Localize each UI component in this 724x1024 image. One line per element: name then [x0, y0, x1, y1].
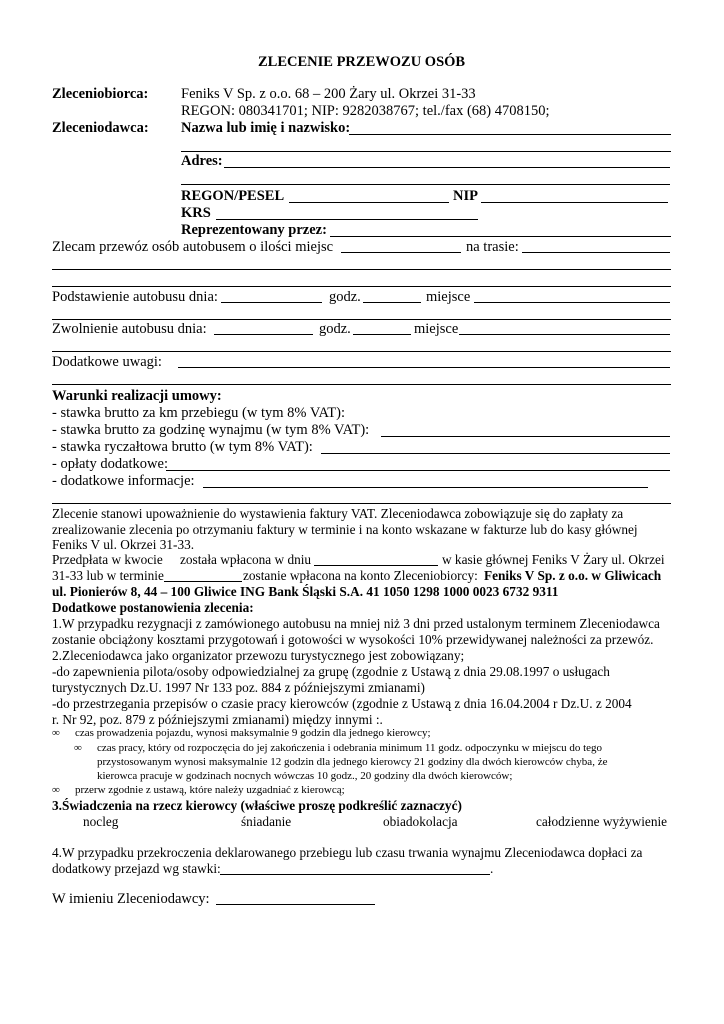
client-nip-field[interactable] [481, 202, 668, 203]
prepayment-text: Przedpłata w kwocie [52, 552, 163, 567]
release-time-field[interactable] [353, 334, 411, 335]
signature-label: W imieniu Zleceniodawcy: [52, 891, 210, 907]
order-route-label: na trasie: [466, 239, 519, 255]
benefit-option-full-board[interactable]: całodzienne wyżywienie [536, 814, 668, 829]
condition-item: - stawka brutto za km przebiegu (w tym 8% VAT): [52, 405, 346, 421]
condition-item: - dodatkowe informacje: [52, 473, 195, 489]
provision-text: r. Nr 92, poz. 879 z późniejszymi zmianami) między innymi :. [52, 712, 383, 727]
benefit-option-breakfast[interactable]: śniadanie [241, 814, 292, 829]
client-nip-label: NIP [453, 188, 478, 204]
sub-provision-text: czas prowadzenia pojazdu, wynosi maksymalnie 9 godzin dla jednego kierowcy; [75, 727, 431, 739]
contractor-address: Feniks V Sp. z o.o. 68 – 200 Żary ul. Okrzei 31-33 [181, 86, 476, 102]
client-rep-field[interactable] [330, 236, 671, 237]
benefit-option-dinner[interactable]: obiadokolacja [383, 814, 458, 829]
sub-provision-text: przerw zgodnie z ustawą, które należy uzgadniać z kierowcą; [75, 784, 345, 796]
invoice-text: Zlecenie stanowi upoważnienie do wystawienia faktury VAT. Zleceniodawca zobowiązuje się do zapłaty za [52, 506, 624, 521]
condition-item: - stawka brutto za godzinę wynajmu (w tym 8% VAT): [52, 422, 370, 438]
order-seats-label: Zlecam przewóz osób autobusem o ilości miejsc [52, 239, 334, 255]
flat-rate-field[interactable] [321, 453, 670, 454]
client-regon-label: REGON/PESEL [181, 188, 285, 204]
invoice-text: zrealizowanie zlecenia po otrzymaniu faktury w terminie i na konto wskazane w fakturze lub do kasy głównej [52, 522, 638, 537]
client-address-label: Adres: [181, 153, 223, 169]
prepayment-date-field[interactable] [314, 565, 438, 566]
condition-item: - stawka ryczałtowa brutto (w tym 8% VAT): [52, 439, 313, 455]
driver-benefits-heading: 3.Świadczenia na rzecz kierowcy (właściwe proszę podkreślić zaznaczyć) [52, 798, 462, 813]
client-krs-label: KRS [181, 205, 211, 221]
release-field-2[interactable] [52, 351, 671, 352]
release-time-label: godz. [319, 321, 351, 337]
remarks-label: Dodatkowe uwagi: [52, 354, 162, 370]
release-place-field[interactable] [459, 334, 670, 335]
client-name-field-2[interactable] [181, 151, 671, 152]
provision-text: zostanie obciążony kosztami przygotowań i gotowości w wysokości 10% przewidywanej należności za przewóz. [52, 632, 654, 647]
pickup-label: Podstawienie autobusu dnia: [52, 289, 218, 305]
sub-provision-text: przystosowanym wynosi maksymalnie 12 godzin dla jednego kierowcy 21 godziny dla dwóch kierowców chyba, że [97, 756, 608, 768]
client-label: Zleceniodawca: [52, 120, 149, 136]
route-field-2[interactable] [52, 269, 671, 270]
provision-text: 4.W przypadku przekroczenia deklarowanego przebiegu lub czasu trwania wynajmu Zleceniodawca dopłaci za [52, 845, 643, 860]
provision-text: -do przestrzegania przepisów o czasie pracy kierowców (zgodnie z Ustawą z dnia 16.04.2004 r Dz.U. z 2004 [52, 696, 632, 711]
prepayment-text: 31-33 lub w terminie [52, 568, 164, 583]
client-rep-label: Reprezentowany przez: [181, 222, 327, 238]
route-field-3[interactable] [52, 286, 671, 287]
provision-text: 2.Zleceniodawca jako organizator przewozu turystycznego jest zobowiązany; [52, 648, 465, 663]
client-regon-field[interactable] [289, 202, 449, 203]
pickup-place-label: miejsce [426, 289, 471, 305]
sub-provision-text: czas pracy, który od rozpoczęcia do jej zakończenia i odebrania minimum 11 godz. odpoczynku w miejscu do tego [97, 742, 603, 754]
conditions-heading: Warunki realizacji umowy: [52, 388, 222, 404]
sub-provision-text: kierowca pracuje w godzinach nocnych wówczas 10 godz., 20 godziny dla dwóch kierowców; [97, 770, 513, 782]
contractor-ids: REGON: 080341701; NIP: 9282038767; tel./fax (68) 4708150; [181, 103, 550, 119]
provision-text: dodatkowy przejazd wg stawki: [52, 861, 221, 876]
period-mark: . [490, 861, 494, 876]
pickup-field-2[interactable] [52, 319, 671, 320]
client-name-field[interactable] [349, 134, 671, 135]
extra-info-field-2[interactable] [52, 503, 671, 504]
infinity-bullet-icon: ∞ [52, 727, 60, 739]
infinity-bullet-icon: ∞ [52, 784, 60, 796]
pickup-time-label: godz. [329, 289, 361, 305]
extra-fees-field[interactable] [166, 470, 670, 471]
release-place-label: miejsce [414, 321, 459, 337]
seats-field[interactable] [341, 252, 461, 253]
pickup-time-field[interactable] [363, 302, 421, 303]
release-label: Zwolnienie autobusu dnia: [52, 321, 207, 337]
signature-field[interactable] [216, 904, 375, 905]
prepayment-term-field[interactable] [164, 581, 242, 582]
prepayment-text: zostanie wpłacona na konto Zleceniobiorcy: [243, 568, 478, 583]
bank-name: Feniks V Sp. z o.o. w Gliwicach [484, 568, 662, 583]
infinity-bullet-icon: ∞ [74, 742, 82, 754]
condition-item: - opłaty dodatkowe: [52, 456, 168, 472]
client-address-field[interactable] [224, 167, 670, 168]
release-date-field[interactable] [214, 334, 313, 335]
provision-text: turystycznych Dz.U. 1997 Nr 133 poz. 884 z późniejszymi zmianami) [52, 680, 425, 695]
client-name-label: Nazwa lub imię i nazwisko: [181, 120, 351, 136]
hour-rate-field[interactable] [381, 436, 670, 437]
contractor-label: Zleceniobiorca: [52, 86, 149, 102]
invoice-text: Feniks V ul. Okrzei 31-33. [52, 537, 195, 552]
prepayment-text: została wpłacona w dniu [180, 552, 312, 567]
remarks-field[interactable] [178, 367, 670, 368]
provisions-heading: Dodatkowe postanowienia zlecenia: [52, 600, 254, 615]
provision-text: -do zapewnienia pilota/osoby odpowiedzialnej za grupę (zgodnie z Ustawą z dnia 29.08.1997 o usługach [52, 664, 610, 679]
extra-rate-field[interactable] [220, 874, 490, 875]
page-title: ZLECENIE PRZEWOZU OSÓB [258, 54, 466, 70]
extra-info-field[interactable] [203, 487, 648, 488]
benefit-option-lodging[interactable]: nocleg [83, 814, 119, 829]
provision-text: 1.W przypadku rezygnacji z zamówionego autobusu na mniej niż 3 dni przed ustalonym terminem Zleceniodawca [52, 616, 660, 631]
client-address-field-2[interactable] [181, 184, 670, 185]
prepayment-text: w kasie głównej Feniks V Żary ul. Okrzei [442, 552, 665, 567]
pickup-date-field[interactable] [221, 302, 322, 303]
client-krs-field[interactable] [216, 219, 478, 220]
route-field[interactable] [522, 252, 670, 253]
pickup-place-field[interactable] [474, 302, 670, 303]
remarks-field-2[interactable] [52, 384, 671, 385]
bank-account: ul. Pionierów 8, 44 – 100 Gliwice ING Bank Śląski S.A. 41 1050 1298 1000 0023 6732 9311 [52, 584, 559, 599]
